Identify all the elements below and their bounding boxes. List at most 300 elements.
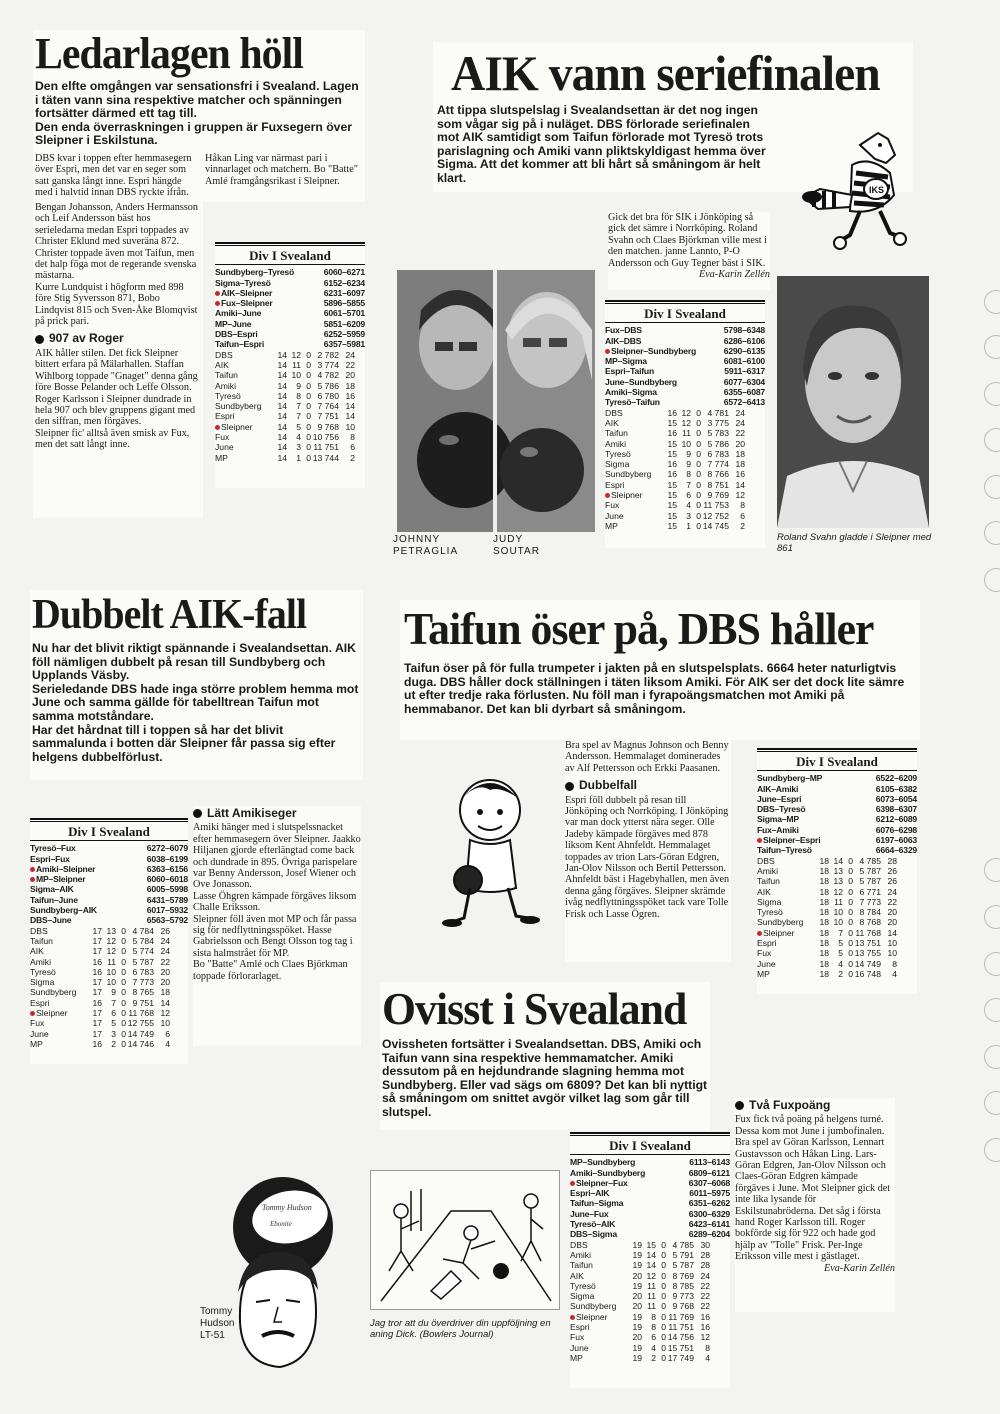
binder-hole [984,998,1000,1022]
standings-cell-c: 0 [848,927,853,938]
standings-cell-b: 6 [111,1008,116,1019]
match-score: 6073–6054 [875,793,917,804]
standings-cell-t: Sleipner [215,422,273,432]
standings-cell-a: 15 [667,417,677,428]
standings-cell-c: 0 [696,479,701,490]
standings-cell-a: 19 [632,1322,642,1333]
standings-cell-c: 0 [696,438,701,449]
match-row [570,1178,730,1188]
standings-cell-c: 0 [121,966,126,977]
match-row [605,336,765,346]
binder-hole [984,382,1000,406]
standings-cell-c: 0 [848,907,853,918]
standings-row [570,1301,730,1311]
standings-cell-d: 5 787 [859,865,881,876]
standings-cell-t: Espri [757,938,777,949]
standings-cell-t: June [570,1342,589,1353]
match-teams: Taifun–Sigma [570,1198,624,1209]
match-teams: MP–Sigma [605,356,647,367]
article-taifun-body [565,740,731,962]
standings-row [30,1029,188,1039]
standings-row [30,998,188,1008]
standings-cell-t: Amiki [215,380,237,391]
standings-row [757,876,917,886]
standings-cell-e: 16 [735,469,745,480]
standings-cell-t: DBS [605,407,623,418]
standings-cell-b: 11 [292,359,301,370]
standings-cell-c: 0 [696,500,701,511]
standings-cell-e: 14 [345,401,355,412]
standings-cell-a: 19 [632,1342,642,1353]
standings-cell-d: 14 756 [667,1332,694,1343]
standings-row [215,422,365,432]
lead-text [400,662,920,716]
standings-cell-t: Tyresö [757,907,783,918]
match-row [215,329,365,339]
standings-cell-b: 11 [647,1280,656,1291]
match-score: 6363–6156 [146,863,188,874]
standings-cell-c: 0 [306,411,311,422]
standings-cell-e: 28 [700,1260,710,1271]
article-ledarlagen [33,30,365,202]
lead-paragraph: Den elfte omgången var sensationsfri i Svealand. Lagen i täten vann sina respektive matcher och spänningen fortsätter därmed ett tag till. [35,79,359,121]
roland-svahn-photo [777,276,929,528]
standings-cell-a: 20 [632,1301,642,1312]
standings-cell-b: 7 [838,927,843,938]
lead-text [380,1038,710,1120]
standings-cell-b: 10 [291,370,301,381]
standings-cell-e: 4 [165,1038,170,1049]
standings-cell-d: 4 785 [859,855,881,866]
match-teams: Taifun–June [30,894,78,905]
standings-row [215,391,365,401]
standings-cell-a: 16 [92,966,102,977]
table-title: Div I Svealand [757,755,917,771]
standings-list [30,926,188,1050]
standings-cell-t: AIK [757,886,771,897]
match-row [757,804,917,814]
match-score: 6081–6100 [723,356,765,367]
standings-cell-a: 19 [632,1249,642,1260]
standings-cell-c: 0 [661,1291,666,1302]
match-score: 6011–5975 [689,1188,730,1199]
headline: Dubbelt AIK-fall [32,592,307,638]
standings-cell-a: 20 [632,1291,642,1302]
standings-cell-t: Sundbyberg [215,401,262,412]
match-score: 6307–6068 [688,1177,730,1188]
standings-cell-b: 12 [106,946,116,957]
standings-cell-c: 0 [661,1332,666,1343]
standings-cell-a: 18 [819,876,829,887]
standings-cell-a: 19 [632,1280,642,1291]
standings-cell-a: 14 [277,452,287,463]
standings-cell-d: 8 785 [672,1280,694,1291]
standings-cell-t: DBS [570,1239,588,1250]
standings-cell-c: 0 [306,401,311,412]
match-score: 6289–6204 [688,1229,730,1240]
standings-cell-a: 18 [819,927,829,938]
paragraph: Bra spel av Magnus Johnson och Benny Andersson. Hemmalaget dominerades av Alf Pettersson och Erkki Paasanen. [565,740,729,774]
standings-cell-b: 1 [296,452,301,463]
headline: AIK vann seriefinalen [451,45,880,101]
match-score: 6060–6018 [146,874,188,885]
standings-row [605,428,765,438]
red-marker-icon [570,1315,575,1320]
match-teams: Sigma–AIK [30,884,74,895]
standings-cell-t: DBS [30,925,48,936]
standings-row [215,442,365,452]
match-row [757,794,917,804]
photo-caption-left: JOHNNY PETRAGLIA [393,534,459,557]
standings-cell-e: 26 [887,865,897,876]
binder-hole [984,858,1000,882]
headline: Taifun öser på, DBS håller [404,603,874,654]
red-marker-icon [215,291,220,296]
standings-cell-d: 11 768 [128,1008,154,1019]
binder-hole [984,428,1000,452]
standings-cell-e: 18 [735,459,745,470]
standings-cell-d: 7 764 [317,401,339,412]
red-marker-icon [570,1181,575,1186]
match-row [570,1219,730,1229]
standings-cell-d: 13 755 [854,948,881,959]
red-marker-icon [30,1011,35,1016]
match-teams: Tyresö–Taifun [605,397,660,408]
standings-cell-d: 3 775 [707,417,729,428]
match-row [605,377,765,387]
standings-cell-b: 12 [291,349,301,360]
standings-cell-a: 18 [819,958,829,969]
standings-cell-a: 18 [819,886,829,897]
binder-hole [984,290,1000,314]
standings-cell-b: 3 [296,442,301,453]
match-score: 6290–6135 [723,345,765,356]
match-row [30,874,188,884]
standings-cell-a: 17 [92,987,102,998]
standings-cell-c: 0 [696,417,701,428]
standings-cell-c: 0 [121,946,126,957]
match-teams: Amiki–Sigma [605,387,657,398]
standings-cell-e: 6 [740,510,745,521]
standings-cell-c: 0 [121,997,126,1008]
table-title: Div I Svealand [215,249,365,265]
standings-cell-b: 7 [111,997,116,1008]
standings-cell-d: 7 773 [859,896,881,907]
standings-row [30,936,188,946]
standings-cell-d: 7 773 [132,977,154,988]
standings-cell-a: 18 [819,896,829,907]
standings-cell-b: 1 [686,520,691,531]
match-teams: DBS–Tyresö [757,804,806,815]
standings-cell-b: 7 [296,411,301,422]
match-teams: Amiki–Sleipner [36,863,96,874]
standings-cell-e: 4 [892,968,897,979]
match-score: 5911–6317 [724,366,765,377]
standings-cell-b: 11 [647,1291,656,1302]
standings-cell-e: 20 [345,370,355,381]
match-row [30,854,188,864]
standings-row [570,1240,730,1250]
standings-cell-a: 16 [667,459,677,470]
standings-cell-d: 4 782 [317,370,339,381]
standings-cell-b: 8 [296,390,301,401]
standings-cell-t: DBS [757,855,775,866]
article-aik-vann-body [608,212,770,290]
match-row [605,397,765,407]
match-score: 6077–6304 [723,376,765,387]
match-teams: Tyresö–Fux [30,843,76,854]
standings-cell-e: 14 [345,411,355,422]
standings-cell-t: June [757,958,776,969]
standings-list [757,856,917,980]
standings-cell-c: 0 [306,380,311,391]
standings-cell-e: 8 [740,500,745,511]
headline: Ovisst i Svealand [382,983,687,1034]
standings-cell-t: Taifun [30,935,53,946]
standings-cell-b: 6 [651,1332,656,1343]
article-dubbelt-aik-fall [30,590,363,780]
match-teams: Espri–AIK [570,1188,610,1199]
standings-cell-b: 2 [111,1038,116,1049]
standings-cell-c: 0 [696,520,701,531]
standings-row [30,946,188,956]
lead-text [33,80,365,148]
standings-cell-b: 2 [651,1352,656,1363]
standings-cell-e: 12 [700,1332,710,1343]
standings-cell-e: 10 [345,421,355,432]
match-teams: Amiki–June [215,308,262,319]
lead-paragraph: Den enda överraskningen i gruppen är Fuxsegern över Sleipner i Eskilstuna. [35,119,352,148]
standings-cell-a: 17 [92,1028,102,1039]
standings-cell-e: 14 [735,479,745,490]
standings-cell-a: 19 [632,1311,642,1322]
standings-cell-d: 11 768 [855,927,881,938]
standings-cell-b: 15 [646,1239,656,1250]
paragraph: Roger Karlsson i Sleipner dundrade in hela 907 och blev gruppens gigant med den siffran, men förgäves. [35,393,196,428]
standings-cell-b: 4 [686,500,691,511]
match-row [570,1209,730,1219]
match-teams: Amiki–Sundbyberg [570,1167,646,1178]
standings-cell-d: 6 783 [132,966,154,977]
standings-cell-d: 8 784 [859,907,881,918]
standings-cell-t: MP [215,452,228,463]
standings-cell-t: DBS [215,349,233,360]
binder-hole [984,905,1000,929]
standings-cell-t: June [605,510,624,521]
standings-cell-e: 14 [160,997,170,1008]
standings-row [605,521,765,531]
subheading: Dubbelfall [565,780,731,791]
match-score: 6212–6089 [875,814,917,825]
standings-row [757,897,917,907]
match-teams: Taifun–Espri [215,339,265,350]
standings-row [605,511,765,521]
match-teams: Sleipner–Sundbyberg [611,345,697,356]
standings-cell-c: 0 [848,968,853,979]
match-score: 6060–6271 [323,267,365,278]
standings-cell-e: 22 [700,1280,710,1291]
match-row [215,298,365,308]
standings-cell-a: 16 [92,956,102,967]
standings-cell-d: 9 768 [317,421,339,432]
standings-cell-t: Sundbyberg [757,917,804,928]
standings-row [605,459,765,469]
standings-cell-a: 14 [277,432,287,443]
photo-caption: Roland Svahn gladde i Sleipner med 861 [777,532,932,554]
standings-table [30,818,188,1064]
standings-cell-t: Fux [215,432,230,443]
standings-cell-t: Espri [605,479,625,490]
standings-cell-d: 15 751 [667,1342,694,1353]
match-teams: Espri–Fux [30,853,70,864]
standings-cell-c: 0 [696,490,701,501]
standings-cell-a: 14 [277,380,287,391]
standings-cell-e: 20 [887,907,897,918]
standings-row [570,1250,730,1260]
paragraph: Ahnfeldt bäst i Hagebyhallen, men även denna gång förgäves. Sleipner skrämde ivåg nedflyttningsspöket tack vare Tolle Frisk och Lasse Ögren. [565,874,730,920]
match-score: 6300–6329 [688,1208,730,1219]
standings-cell-a: 17 [92,977,102,988]
red-marker-icon [605,349,610,354]
standings-cell-c: 0 [121,977,126,988]
standings-row [757,917,917,927]
cartoon-caption: Jag tror att du överdriver din uppföljning en aning Dick. (Bowlers Journal) [370,1318,551,1340]
standings-row [605,490,765,500]
match-score: 6563–5792 [146,915,188,926]
standings-cell-t: Amiki [570,1249,592,1260]
standings-cell-b: 10 [106,977,116,988]
standings-cell-d: 11 751 [313,442,339,453]
match-teams: AIK–Amiki [757,783,799,794]
byline: Eva-Karin Zellén [823,1262,895,1274]
standings-row [757,866,917,876]
red-marker-icon [215,301,220,306]
match-score: 6231–6097 [323,287,365,298]
match-teams: Sundbyberg–AIK [30,905,97,916]
standings-cell-t: Sleipner [570,1312,628,1322]
standings-cell-d: 8 766 [707,469,729,480]
standings-cell-e: 10 [160,1018,170,1029]
standings-cell-b: 9 [296,380,301,391]
match-teams: Sleipner–Fux [576,1177,628,1188]
match-results [570,1157,730,1239]
standings-cell-c: 0 [848,948,853,959]
match-results [215,267,365,349]
standings-cell-d: 5 783 [707,428,729,439]
match-score: 6017–5932 [146,905,188,916]
match-teams: MP–Sleipner [36,874,86,885]
standings-cell-a: 14 [277,401,287,412]
standings-cell-d: 4 785 [672,1239,694,1250]
standings-cell-t: Taifun [757,876,780,887]
lead-paragraph: Serieledande DBS hade inga större problem hemma mot June och samma gällde för tabelltrean Taifun mot samma motståndare. [32,681,359,723]
standings-cell-t: Tyresö [215,390,241,401]
match-score: 6286–6106 [723,335,765,346]
standings-cell-a: 15 [667,479,677,490]
match-row [605,387,765,397]
match-teams: MP–June [215,318,252,329]
standings-cell-b: 14 [833,855,843,866]
paragraph: Christer toppade även mot Taifun, men det halp föga mot de regerande svenska mästarna. [35,247,197,282]
standings-cell-d: 6 783 [707,448,729,459]
match-score: 6113–6143 [689,1157,730,1168]
svg-text:IKS: IKS [869,185,885,195]
standings-cell-e: 8 [350,432,355,443]
standings-cell-c: 0 [661,1311,666,1322]
standings-cell-t: Sigma [570,1291,595,1302]
match-teams: DBS–Sigma [570,1229,617,1240]
paragraph: Fux fick två poäng på helgens turné. Dessa kom mot June i jumbofinalen. Bra spel av Göran Karlsson, Lennart Gustavsson och Håkan Ling. Lars-Göran Edgren, Jan-Olov Nilsson och Claes-Göran Edgren kämpade förgäves i June. Mot Sleipner gick det inte lika lysande för Eskilstunabröderna. Det såg i första hand Roger Karlsson till. Roger bokförde sig för 922 och hade god hjälp av "Tolle" Frisk. Per-Inge Eriksson ville mest i gästlaget. [735,1114,891,1263]
standings-cell-e: 24 [345,349,355,360]
match-score: 6355–6087 [723,387,765,398]
standings-cell-b: 5 [111,1018,116,1029]
standings-cell-a: 14 [277,411,287,422]
standings-cell-d: 9 769 [707,490,729,501]
standings-row [570,1343,730,1353]
match-results [605,325,765,407]
match-row [570,1229,730,1239]
standings-cell-c: 0 [661,1249,666,1260]
standings-cell-e: 14 [887,927,897,938]
standings-row [570,1291,730,1301]
standings-cell-t: Fux [570,1332,585,1343]
headline: Ledarlagen höll [35,30,303,78]
standings-row [570,1281,730,1291]
standings-cell-e: 12 [160,1008,170,1019]
standings-cell-b: 11 [107,956,116,967]
match-teams: Fux–DBS [605,325,642,336]
standings-cell-t: AIK [215,359,229,370]
standings-cell-e: 8 [892,958,897,969]
standings-cell-b: 4 [838,958,843,969]
match-row [215,278,365,288]
standings-cell-c: 0 [661,1239,666,1250]
standings-row [605,408,765,418]
standings-cell-d: 5 787 [132,956,154,967]
paragraph: Kurre Lundquist i högform med 898 före Stig Syversson 871, Bobo Lindqvist 815 och Sven-Åke Blomqvist på prick pari. [35,281,198,328]
standings-cell-e: 20 [160,977,170,988]
standings-row [605,480,765,490]
standings-table [570,1132,730,1388]
binder-hole [984,568,1000,592]
standings-cell-t: Sleipner [30,1008,88,1018]
lead-paragraph: Har det hårdnat till i toppen så har det blivit sammalunda i botten där Sleipner får passa sig efter helgens dubbelförlust. [32,722,336,764]
match-row [757,784,917,794]
standings-cell-t: AIK [605,417,619,428]
match-row [30,895,188,905]
standings-cell-e: 4 [705,1352,710,1363]
standings-row [757,959,917,969]
match-teams: Fux–Sleipner [221,298,273,309]
standings-cell-t: Amiki [30,956,52,967]
boy-bowler-cartoon [430,768,555,928]
standings-cell-c: 0 [696,448,701,459]
standings-cell-c: 0 [121,987,126,998]
standings-cell-e: 22 [700,1301,710,1312]
standings-cell-c: 0 [696,469,701,480]
standings-cell-a: 18 [819,917,829,928]
match-row [570,1157,730,1167]
standings-cell-c: 0 [661,1342,666,1353]
standings-cell-d: 5 787 [672,1260,694,1271]
standings-cell-a: 17 [92,925,102,936]
standings-row [605,439,765,449]
red-marker-icon [605,493,610,498]
standings-row [30,987,188,997]
standings-cell-a: 18 [819,907,829,918]
match-row [30,905,188,915]
standings-row [757,928,917,938]
